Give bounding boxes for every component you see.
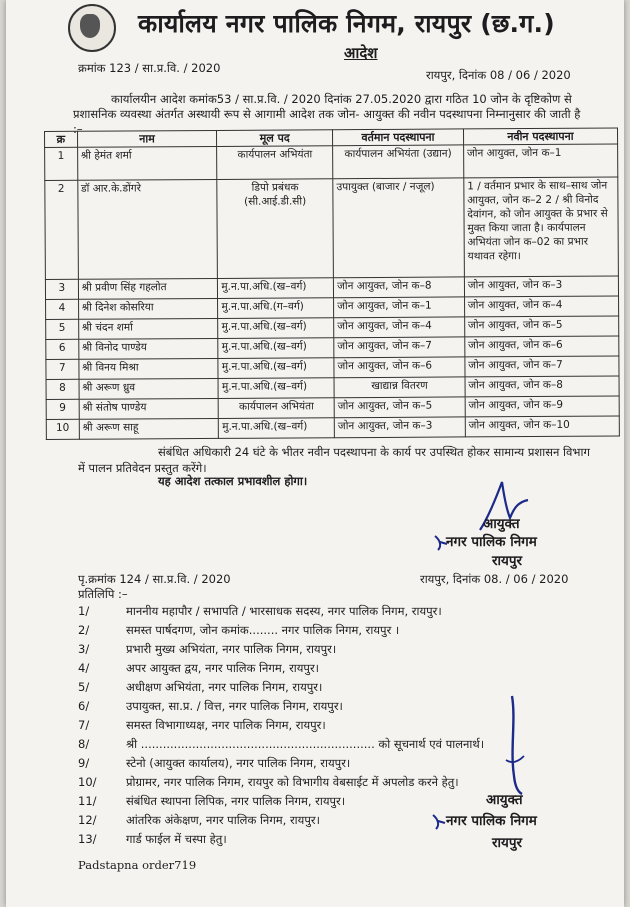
- order-heading: आदेश: [344, 44, 378, 62]
- cell-post: मु.न.पा.अधि.(ख–वर्ग): [218, 378, 334, 399]
- table-row: [45, 144, 618, 180]
- cell-new: जोन आयुक्त, जोन क–3: [464, 276, 618, 297]
- cell-name: श्री हेमंत शर्मा: [77, 146, 217, 180]
- cell-new: जोन आयुक्त, जोन क–4: [464, 296, 618, 317]
- cell-new: 1 / वर्तमान प्रभार के साथ–साथ जोन आयुक्त, जोन क–2 2 / श्री विनोद देवांगन, को जोन आयुक्त के प्रभार से मुक्त किया जाता है। कार्यपालन अभियंता जोन क–02 का प्रभार यथावत रहेगा।: [464, 177, 619, 277]
- col-header-name: नाम: [77, 130, 217, 147]
- cell-post: डिपो प्रबंधक (सी.आई.डी.सी): [217, 179, 333, 279]
- cell-sn: 10: [46, 419, 79, 439]
- cell-new: जोन आयुक्त, जोन क–1: [463, 144, 617, 178]
- copy-to-label: प्रतिलिपि :–: [78, 587, 128, 601]
- intro-paragraph: कार्यालयीन आदेश कमांक53 / सा.प्र.वि. / 2020 दिनांक 27.05.2020 द्वारा गठित 10 जोन के दृष्टिकोण से प्रशासनिक व्यवस्था अंतर्गत अस्थायी रूप से आगामी आदेश तक जोन- आयुक्त की नवीन पदस्थापना निम्नानुसार की जाती है :–: [73, 92, 581, 136]
- cell-post: मु.न.पा.अधि.(ख–वर्ग): [218, 318, 334, 339]
- cell-post: मु.न.पा.अधि.(ग–वर्ग): [218, 298, 334, 319]
- cell-current: जोन आयुक्त, जोन क–5: [334, 397, 465, 418]
- closing-paragraph: संबंधित अधिकारी 24 घंटे के भीतर नवीन पदस्थापना के कार्य पर उपस्थित होकर सामान्य प्रशासन विभाग में पालन प्रतिवेदन प्रस्तुत करेंगे।: [78, 445, 590, 475]
- endorsement-date: रायपुर, दिनांक 08. / 06 / 2020: [420, 572, 569, 586]
- cell-name: श्री विनय मिश्रा: [79, 358, 219, 379]
- endorsement-number: पृ.क्रमांक 124 / सा.प्र.वि. / 2020: [78, 572, 231, 586]
- cell-new: जोन आयुक्त, जोन क–9: [465, 396, 619, 417]
- cell-current: जोन आयुक्त, जोन क–1: [334, 297, 465, 318]
- signature-title-1: आयुक्त: [483, 516, 520, 532]
- cell-current: जोन आयुक्त, जोन क–3: [334, 417, 465, 438]
- cell-sn: 9: [46, 399, 79, 419]
- posting-table: [44, 127, 620, 440]
- signature-ink-2: [482, 690, 542, 800]
- cell-current: जोन आयुक्त, जोन क–8: [333, 277, 464, 298]
- signature-title-2: आयुक्त: [486, 792, 523, 808]
- list-item: 12/ आंतरिक अंकेक्षण, नगर पालिक निगम, रायपुर।: [78, 813, 320, 827]
- list-item: 8/ श्री ................................................................ को सूचनार्थ एवं पालनार्थ।: [78, 737, 485, 751]
- cell-name: श्री अरूण ध्रुव: [79, 378, 219, 399]
- cell-new: जोन आयुक्त, जोन क–6: [465, 336, 619, 357]
- cell-sn: 5: [46, 319, 79, 339]
- signature-city-2: रायपुर: [492, 835, 523, 851]
- cell-post: मु.न.पा.अधि.(ख–वर्ग): [218, 278, 334, 299]
- cell-current: खाद्यान्न वितरण: [334, 377, 465, 398]
- table-row: [46, 416, 619, 439]
- list-item: 11/ संबंधित स्थापना लिपिक, नगर पालिक निगम, रायपुर।: [78, 794, 346, 808]
- signature-org-2: नगर पालिक निगम: [446, 813, 537, 829]
- list-item: 4/ अपर आयुक्त द्वय, नगर पालिक निगम, रायपुर।: [78, 661, 320, 675]
- cell-current: जोन आयुक्त, जोन क–7: [334, 337, 465, 358]
- cell-sn: 3: [45, 279, 78, 299]
- list-item: 5/ अधीक्षण अभियंता, नगर पालिक निगम, रायपुर।: [78, 680, 323, 694]
- col-header-sn: क्र: [45, 131, 78, 147]
- cell-sn: 4: [46, 299, 79, 319]
- effective-line: यह आदेश तत्काल प्रभावशील होगा।: [158, 474, 308, 488]
- cell-name: श्री अरूण साहू: [79, 418, 219, 439]
- file-reference: Padstapna order719: [78, 858, 197, 872]
- signature-org-1: नगर पालिक निगम: [446, 534, 537, 550]
- emblem-icon: [68, 4, 116, 52]
- cell-name: डॉ आर.के.डोंगरे: [77, 179, 217, 279]
- cell-name: श्री विनोद पाण्डेय: [78, 338, 218, 359]
- cell-new: जोन आयुक्त, जोन क–7: [465, 356, 619, 377]
- order-date: रायपुर, दिनांक 08 / 06 / 2020: [426, 68, 571, 82]
- col-header-post: मूल पद: [217, 130, 333, 147]
- cell-post: कार्यपालन अभियंता: [217, 146, 333, 180]
- cell-new: जोन आयुक्त, जोन क–8: [465, 376, 619, 397]
- order-number: क्रमांक 123 / सा.प्र.वि. / 2020: [78, 61, 221, 75]
- document-page: [6, 0, 624, 907]
- cell-name: श्री प्रवीण सिंह गहलोत: [78, 278, 218, 299]
- list-item: 7/ समस्त विभागाध्यक्ष, नगर पालिक निगम, रायपुर।: [78, 718, 326, 732]
- col-header-current: वर्तमान पदस्थापना: [333, 129, 464, 146]
- list-item: 10/ प्रोग्रामर, नगर पालिक निगम, रायपुर को विभागीय वेबसाईट में अपलोड करने हेतु।: [78, 775, 459, 789]
- cell-sn: 1: [45, 147, 78, 180]
- cell-current: जोन आयुक्त, जोन क–4: [334, 317, 465, 338]
- table-row: [45, 177, 619, 279]
- cell-name: श्री संतोष पाण्डेय: [79, 398, 219, 419]
- cell-post: कार्यपालन अभियंता: [218, 398, 334, 419]
- cell-sn: 6: [46, 339, 79, 359]
- cell-current: कार्यपालन अभियंता (उद्यान): [333, 145, 464, 179]
- cell-current: उपायुक्त (बाजार / नजूल): [333, 178, 464, 278]
- signature-city-1: रायपुर: [492, 553, 523, 569]
- list-item: 6/ उपायुक्त, सा.प्र. / वित्त, नगर पालिक निगम, रायपुर।: [78, 699, 343, 713]
- cell-post: मु.न.पा.अधि.(ख–वर्ग): [218, 338, 334, 359]
- list-item: 9/ स्टेनो (आयुक्त कार्यालय), नगर पालिक निगम, रायपुर।: [78, 756, 351, 770]
- cell-new: जोन आयुक्त, जोन क–10: [465, 416, 619, 437]
- list-item: 3/ प्रभारी मुख्य अभियंता, नगर पालिक निगम, रायपुर।: [78, 642, 337, 656]
- cell-sn: 7: [46, 359, 79, 379]
- cell-name: श्री दिनेश कोसरिया: [78, 298, 218, 319]
- list-item: 2/ समस्त पार्षदगण, जोन कमांक........ नगर पालिक निगम, रायपुर ।: [78, 623, 400, 637]
- cell-name: श्री चंदन शर्मा: [78, 318, 218, 339]
- cell-post: मु.न.पा.अधि.(ख–वर्ग): [219, 418, 335, 439]
- cell-post: मु.न.पा.अधि.(ख–वर्ग): [218, 358, 334, 379]
- page-title: कार्यालय नगर पालिक निगम, रायपुर (छ.ग.): [138, 9, 555, 38]
- cell-sn: 2: [45, 180, 78, 279]
- cell-sn: 8: [46, 379, 79, 399]
- list-item: 13/ गार्ड फाईल में चस्पा हेतु।: [78, 832, 227, 846]
- col-header-new: नवीन पदस्थापना: [463, 128, 617, 145]
- cell-current: जोन आयुक्त, जोन क–6: [334, 357, 465, 378]
- list-item: 1/ माननीय महापौर / सभापति / भारसाधक सदस्य, नगर पालिक निगम, रायपुर।: [78, 604, 442, 618]
- cell-new: जोन आयुक्त, जोन क–5: [464, 316, 618, 337]
